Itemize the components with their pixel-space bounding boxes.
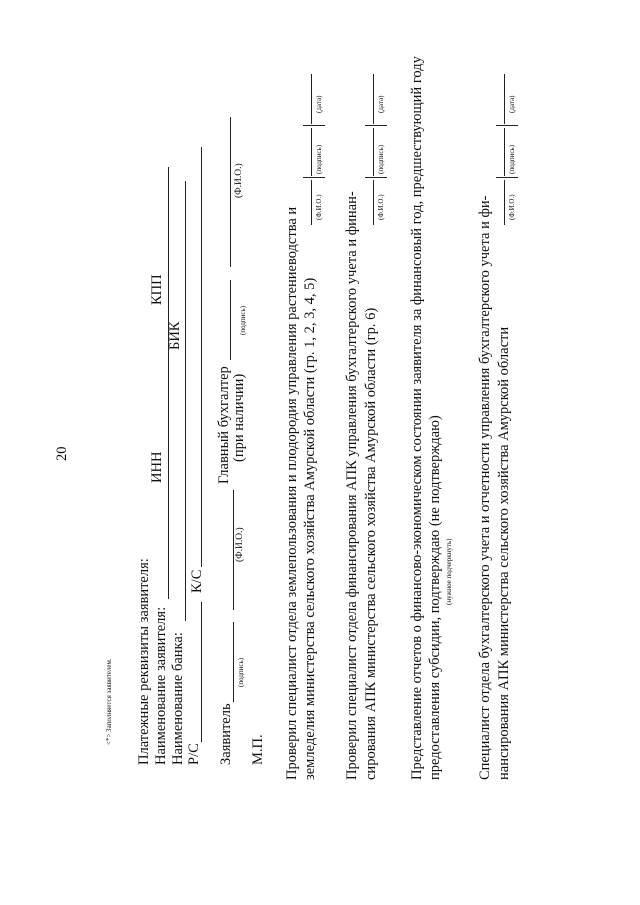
applicant-label: Заявитель [218, 703, 234, 765]
check1-divider-1 [303, 177, 325, 178]
rs-line [201, 602, 202, 742]
check2-signature-caption: (подпись) [377, 144, 385, 174]
applicant-signature-line [233, 622, 234, 702]
chief-signature-caption: (подпись) [239, 305, 247, 335]
inn-label: ИНН [149, 451, 165, 483]
specialist-date-caption: (дата) [508, 95, 516, 113]
footnote: <*> Заполняется заявителем. [105, 658, 113, 745]
check2-line2: сирования АПК министерства сельского хозяйства Амурской области (гр. 6) [363, 307, 379, 780]
check1-line2: земледелия министерства сельского хозяйства Амурской области (гр. 1, 2, 3, 4, 5) [302, 277, 318, 780]
rs-label: Р/С [186, 743, 202, 765]
specialist-fio-line [504, 180, 505, 225]
check2-divider-1 [365, 177, 387, 178]
chief-accountant-label: Главный бухгалтер [216, 366, 232, 484]
check1-divider-2 [303, 125, 325, 126]
applicant-fio-caption: (Ф.И.О.) [235, 527, 245, 562]
specialist-date-line [504, 74, 505, 124]
bank-name-line [185, 181, 186, 621]
specialist-divider-2 [496, 125, 518, 126]
ks-label: К/С [189, 569, 205, 593]
report-line2: предоставления субсидии, подтверждаю (не подтверждаю) [427, 415, 443, 780]
applicant-signature-caption: (подпись) [237, 657, 245, 687]
check1-line1: Проверил специалист отдела землепользования и плодородия управления растениеводства и [284, 206, 300, 780]
check2-date-caption: (дата) [377, 95, 385, 113]
chief-signature-line [230, 280, 231, 360]
specialist-line2: нансирования АПК министерства сельского хозяйства Амурской области [496, 326, 512, 780]
check1-signature-line [311, 128, 312, 176]
check2-line1: Проверил специалист отдела финансирования АПК управления бухгалтерского учета и финан- [344, 191, 360, 780]
specialist-signature-caption: (подпись) [508, 144, 516, 174]
chief-accountant-note: (при наличии) [231, 373, 247, 462]
check1-date-caption: (дата) [315, 95, 323, 113]
specialist-line1: Специалист отдела бухгалтерского учета и отчетности управления бухгалтерского учета и фи- [477, 195, 493, 780]
specialist-signature-line [504, 128, 505, 176]
check2-signature-line [373, 128, 374, 176]
stamp-label: М.П. [250, 734, 266, 765]
specialist-fio-caption: (Ф.И.О.) [508, 194, 516, 220]
check1-fio-caption: (Ф.И.О.) [315, 194, 323, 220]
check1-fio-line [311, 180, 312, 225]
applicant-name-label: Наименование заявителя: [153, 606, 169, 765]
bank-name-label: Наименование банка: [170, 632, 186, 765]
report-line1: Представление отчетов о финансово-экономическом состоянии заявителя за финансовый год, предшествующий году [409, 56, 425, 780]
applicant-fio-line [233, 490, 234, 610]
check2-fio-caption: (Ф.И.О.) [377, 194, 385, 220]
check2-date-line [373, 74, 374, 124]
ks-line [201, 147, 202, 567]
applicant-name-line [168, 167, 169, 599]
bik-label: БИК [167, 321, 183, 350]
specialist-divider-1 [496, 177, 518, 178]
chief-fio-line [230, 117, 231, 267]
check2-divider-2 [365, 125, 387, 126]
payment-heading: Платежные реквизиты заявителя: [136, 558, 152, 765]
check1-date-line [311, 74, 312, 124]
kpp-label: КПП [149, 274, 165, 305]
page-number: 20 [54, 446, 70, 461]
chief-fio-caption: (Ф.И.О.) [234, 163, 244, 198]
check2-fio-line [373, 180, 374, 225]
check1-signature-caption: (подпись) [315, 144, 323, 174]
underline-note: (нужное подчеркнуть) [445, 538, 453, 605]
